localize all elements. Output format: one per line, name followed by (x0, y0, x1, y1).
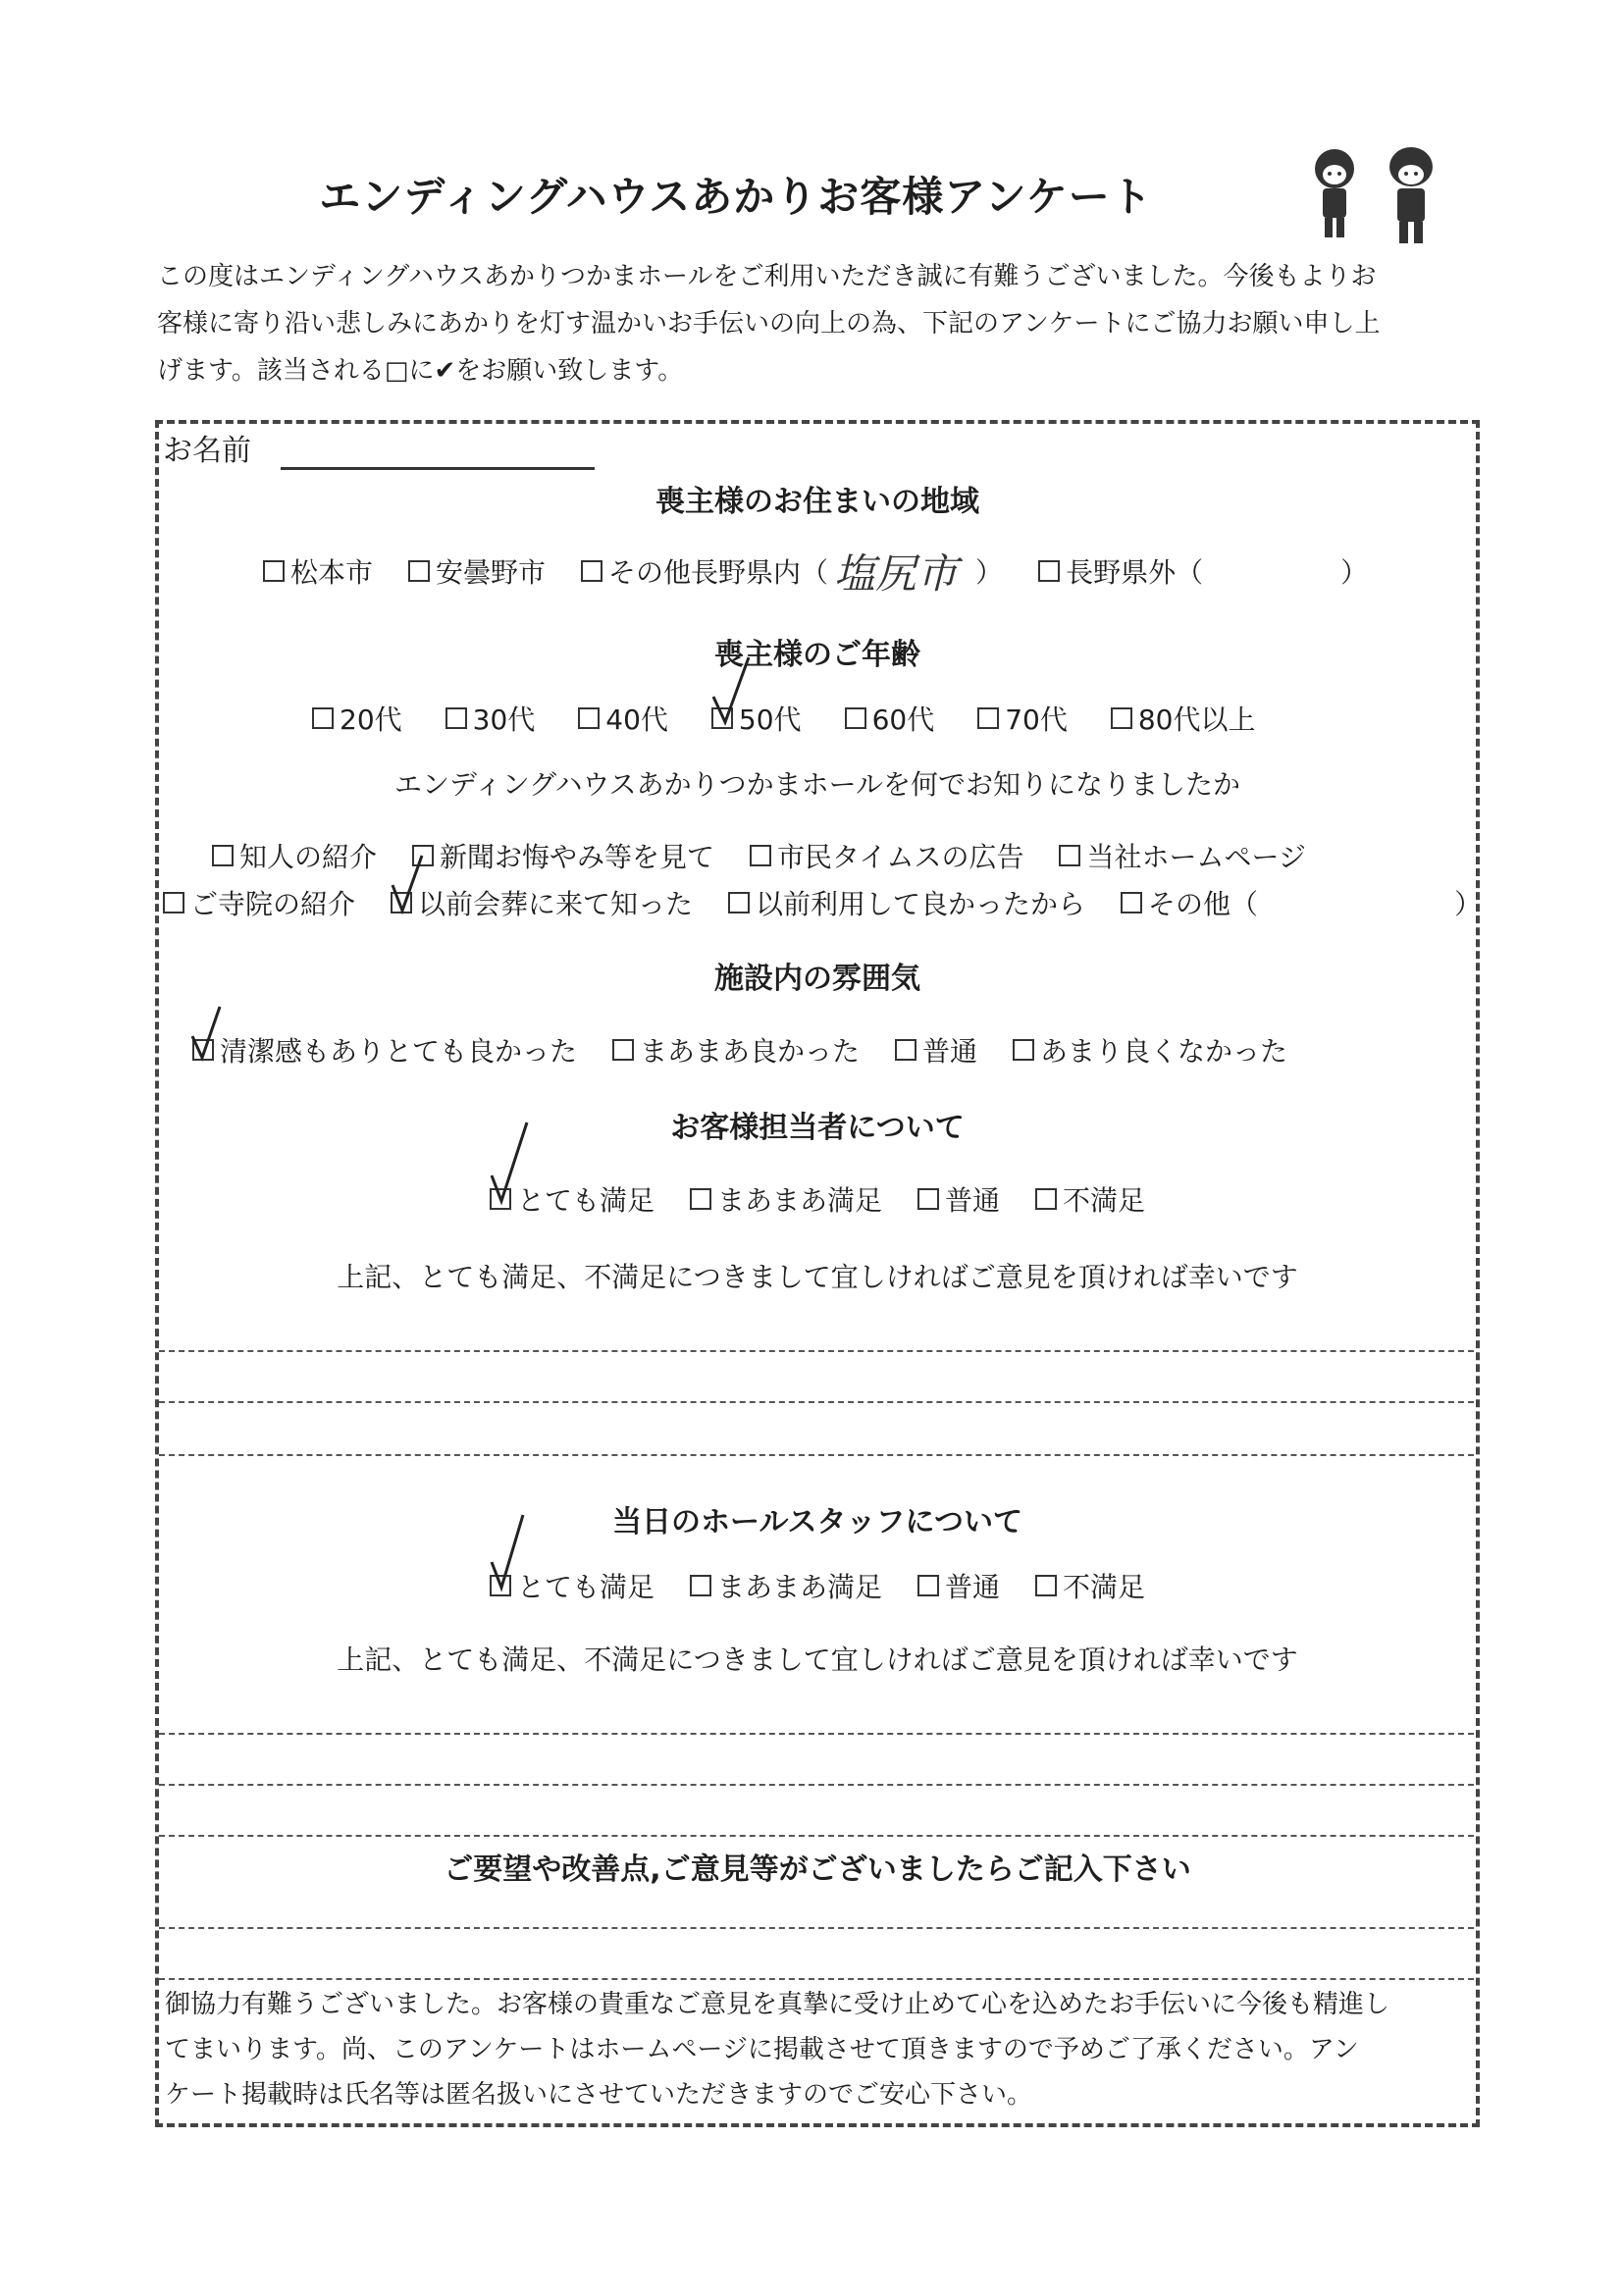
intro-line: この度はエンディングハウスあかりつかまホールをご利用いただき誠に有難うございました。今後もよりお (157, 262, 1377, 291)
region-title: 喪主様のお住まいの地域 (655, 485, 979, 519)
requests-title: ご要望や改善点,ご意見等がございましたらご記入下さい (444, 1852, 1191, 1887)
checkbox[interactable] (750, 845, 771, 866)
checkbox[interactable] (845, 707, 866, 729)
comment-line[interactable] (159, 1401, 1474, 1403)
staff-option-average[interactable]: 普通 (917, 1179, 1000, 1219)
staff-in-charge-options (155, 1179, 1480, 1219)
hall-staff-option-fairly-satisfied[interactable]: まあまあ満足 (690, 1566, 882, 1605)
checkbox-checked[interactable] (711, 707, 733, 729)
checkbox[interactable] (895, 1039, 916, 1061)
source-options-row2 (163, 883, 1499, 922)
age-option-30s[interactable]: 30代 (445, 699, 536, 738)
comment-line[interactable] (159, 1978, 1474, 1980)
hall-staff-option-unsatisfied[interactable]: 不満足 (1035, 1566, 1145, 1605)
checkbox[interactable] (1013, 1039, 1034, 1061)
checkbox[interactable] (312, 707, 334, 729)
checkbox[interactable] (690, 1188, 711, 1210)
handwritten-region: 塩尻市 (834, 549, 959, 598)
age-option-70s[interactable]: 70代 (977, 699, 1068, 738)
checkbox[interactable] (581, 560, 602, 582)
comment-line[interactable] (159, 1835, 1474, 1837)
checkbox[interactable] (612, 1039, 634, 1061)
age-option-80s-plus[interactable]: 80代以上 (1111, 699, 1256, 738)
comment-line[interactable] (159, 1733, 1474, 1735)
closing-line: 御協力有難うございました。お客様の貴重なご意見を真摯に受け止めて心を込めたお手伝いに今後も精進し (165, 1990, 1390, 2019)
region-options (263, 549, 1386, 598)
atmosphere-title: 施設内の雰囲気 (714, 962, 920, 996)
checkbox[interactable] (728, 892, 750, 913)
source-option-newspaper[interactable]: 新聞お悔やみ等を見て (412, 836, 714, 875)
comment-line[interactable] (159, 1927, 1474, 1929)
checkbox[interactable] (690, 1575, 711, 1596)
region-option-azumino[interactable]: 安曇野市 (408, 551, 546, 591)
comment-line[interactable] (159, 1350, 1474, 1352)
checkbox[interactable] (445, 707, 467, 729)
hall-staff-options (155, 1566, 1480, 1605)
atmosphere-option-fairly-good[interactable]: まあまあ良かった (612, 1030, 860, 1070)
staff-option-fairly-satisfied[interactable]: まあまあ満足 (690, 1179, 882, 1219)
source-question: エンディングハウスあかりつかまホールを何でお知りになりましたか (393, 768, 1241, 801)
closing-line: てまいります。尚、このアンケートはホームページに掲載させて頂きますので予めご了承ください。アン (165, 2035, 1359, 2064)
comment-line[interactable] (159, 1784, 1474, 1786)
region-option-matsumoto[interactable]: 松本市 (263, 551, 373, 591)
age-option-50s[interactable]: 50代 (711, 699, 802, 738)
checkbox[interactable] (1035, 1575, 1057, 1596)
hall-staff-comment-prompt: 上記、とても満足、不満足につきまして宜しければご意見を頂ければ幸いです (337, 1644, 1298, 1676)
atmosphere-options (192, 1030, 1305, 1070)
staff-option-unsatisfied[interactable]: 不満足 (1035, 1179, 1145, 1219)
checkbox-checked[interactable] (192, 1039, 214, 1061)
atmosphere-option-not-good[interactable]: あまり良くなかった (1013, 1030, 1287, 1070)
intro-line: げます。該当される□に✔をお願い致します。 (157, 356, 684, 386)
checkbox[interactable] (1038, 560, 1060, 582)
checkbox[interactable] (578, 707, 600, 729)
atmosphere-option-average[interactable]: 普通 (895, 1030, 977, 1070)
atmosphere-option-very-good[interactable]: 清潔感もありとても良かった (192, 1030, 577, 1070)
checkbox-checked[interactable] (490, 1575, 511, 1596)
survey-title: エンディングハウスあかりお客様アンケート (319, 173, 1153, 221)
checkbox[interactable] (1121, 892, 1142, 913)
closing-text (165, 1982, 1470, 2117)
source-option-other[interactable]: その他（ ） (1121, 883, 1482, 922)
intro-line: 客様に寄り沿い悲しみにあかりを灯す温かいお手伝いの向上の為、下記のアンケートにご協力お願い申し上 (157, 309, 1381, 339)
checkbox[interactable] (263, 560, 285, 582)
age-options (312, 699, 1255, 738)
source-option-temple[interactable]: ご寺院の紹介 (163, 883, 355, 922)
checkbox[interactable] (917, 1575, 939, 1596)
checkbox[interactable] (163, 892, 184, 913)
checkbox[interactable] (977, 707, 999, 729)
age-option-60s[interactable]: 60代 (845, 699, 935, 738)
region-option-outside-nagano[interactable]: 長野県外（ ） (1038, 551, 1368, 591)
intro-text (157, 253, 1472, 394)
region-option-other-nagano[interactable]: その他長野県内（ 塩尻市 ） (581, 551, 1003, 591)
source-option-homepage[interactable]: 当社ホームページ (1059, 836, 1305, 875)
checkbox[interactable] (1059, 845, 1080, 866)
name-label: お名前 (163, 434, 251, 468)
checkbox-checked[interactable] (391, 892, 412, 913)
checkbox-checked[interactable] (490, 1188, 511, 1210)
source-option-used-before[interactable]: 以前利用して良かったから (728, 883, 1085, 922)
source-option-attended-funeral[interactable]: 以前会葬に来て知った (391, 883, 693, 922)
checkbox[interactable] (1111, 707, 1132, 729)
checkbox[interactable] (212, 845, 234, 866)
age-title: 喪主様のご年齢 (714, 638, 920, 672)
source-option-acquaintance[interactable]: 知人の紹介 (212, 836, 377, 875)
comment-line[interactable] (159, 1454, 1474, 1456)
checkbox[interactable] (1035, 1188, 1057, 1210)
age-option-40s[interactable]: 40代 (578, 699, 668, 738)
checkbox[interactable] (917, 1188, 939, 1210)
hall-staff-option-very-satisfied[interactable]: とても満足 (490, 1566, 654, 1605)
hall-staff-option-average[interactable]: 普通 (917, 1566, 1000, 1605)
staff-option-very-satisfied[interactable]: とても満足 (490, 1179, 654, 1219)
age-option-20s[interactable]: 20代 (312, 699, 402, 738)
checkbox[interactable] (412, 845, 434, 866)
closing-line: ケート掲載時は氏名等は匿名扱いにさせていただきますのでご安心下さい。 (165, 2080, 1033, 2110)
staff-comment-prompt: 上記、とても満足、不満足につきまして宜しければご意見を頂ければ幸いです (337, 1261, 1298, 1293)
source-options-row1 (212, 836, 1324, 875)
name-field[interactable] (163, 422, 595, 473)
staff-figures-icon (1295, 147, 1462, 245)
checkbox[interactable] (408, 560, 430, 582)
hall-staff-title: 当日のホールスタッフについて (612, 1505, 1022, 1539)
name-input-line[interactable] (281, 467, 595, 470)
source-option-shimin-times[interactable]: 市民タイムスの広告 (750, 836, 1023, 875)
staff-in-charge-title: お客様担当者について (670, 1111, 965, 1145)
